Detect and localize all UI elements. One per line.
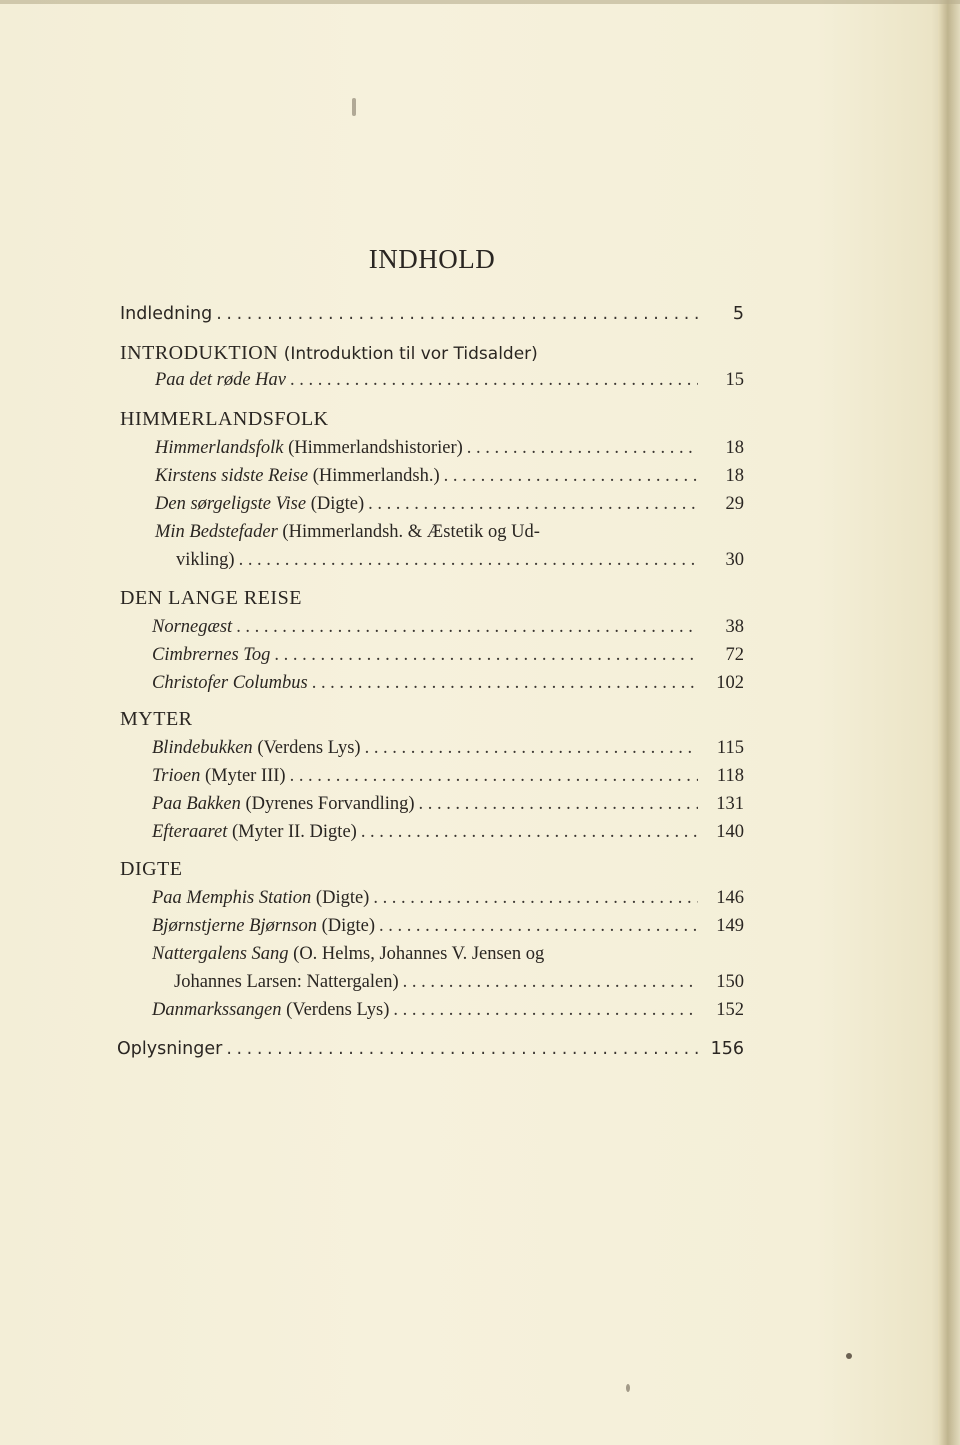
page-number: 30 xyxy=(725,550,744,570)
page-number: 38 xyxy=(725,617,744,637)
page-number: 18 xyxy=(725,438,744,458)
section-title: INTRODUKTION xyxy=(120,342,279,364)
page-number: 5 xyxy=(732,304,744,324)
leader-dots xyxy=(467,438,698,459)
entry-note: (Himmerlandsh.) xyxy=(312,466,440,486)
entry-note: (Myter III) xyxy=(204,766,286,786)
page-number: 150 xyxy=(716,972,744,992)
page-number: 15 xyxy=(725,370,744,390)
entry-title: Nattergalens Sang xyxy=(152,944,289,964)
entry-title: Christofer Columbus xyxy=(152,673,308,693)
page-number: 131 xyxy=(716,794,744,814)
toc-entry xyxy=(155,494,744,515)
section-title: DIGTE xyxy=(120,858,183,880)
page-number: 18 xyxy=(725,466,744,486)
entry-label xyxy=(152,645,270,666)
entry-note: (Himmerlandsh. & Æstetik og Ud- xyxy=(282,522,540,542)
toc-entry xyxy=(152,1000,744,1021)
toc-entry xyxy=(152,766,744,787)
page-number: 146 xyxy=(716,888,744,908)
entry-label xyxy=(152,888,369,909)
section-title: HIMMERLANDSFOLK xyxy=(120,408,329,430)
toc-entry xyxy=(176,550,744,571)
section-title: MYTER xyxy=(120,708,193,730)
paper-speck xyxy=(352,98,356,116)
entry-title: Bjørnstjerne Bjørnson xyxy=(152,916,317,936)
entry-note: (Digte) xyxy=(315,888,370,908)
leader-dots xyxy=(361,822,698,843)
toc-entry xyxy=(152,916,744,937)
paper-speck xyxy=(846,1353,852,1359)
paper-speck xyxy=(626,1384,630,1392)
entry-title: Nornegæst xyxy=(152,617,233,637)
leader-dots xyxy=(403,972,698,993)
entry-label xyxy=(152,916,375,937)
section-heading xyxy=(120,587,302,610)
leader-dots xyxy=(226,1039,698,1059)
toc-entry xyxy=(117,1039,744,1059)
leader-dots xyxy=(236,617,698,638)
entry-title: Blindebukken xyxy=(152,738,253,758)
page-number: 118 xyxy=(716,766,744,786)
page-number: 115 xyxy=(716,738,744,758)
toc-entry xyxy=(152,888,744,909)
entry-note: (Digte) xyxy=(310,494,365,514)
entry-title: Danmarkssangen xyxy=(152,1000,282,1020)
toc-entry xyxy=(155,438,744,459)
entry-note: (Verdens Lys) xyxy=(286,1000,390,1020)
toc-entry xyxy=(120,304,744,324)
entry-note: (Dyrenes Forvandling) xyxy=(245,794,415,814)
section-heading xyxy=(120,858,182,881)
leader-dots xyxy=(312,673,698,694)
entry-note: (Himmerlandshistorier) xyxy=(288,438,463,458)
leader-dots xyxy=(290,370,698,391)
leader-dots xyxy=(379,916,698,937)
entry-label xyxy=(152,617,232,638)
entry-label xyxy=(152,766,286,787)
entry-label xyxy=(152,1000,389,1021)
page-number: 29 xyxy=(725,494,744,514)
toc-entry-first-line xyxy=(152,944,544,965)
toc-entry xyxy=(152,645,744,666)
toc-entry xyxy=(152,794,744,815)
entry-note: (Verdens Lys) xyxy=(257,738,361,758)
entry-label xyxy=(152,738,361,759)
leader-dots xyxy=(393,1000,698,1021)
leader-dots xyxy=(368,494,698,515)
page-number: 156 xyxy=(710,1039,744,1059)
toc-entry xyxy=(155,466,744,487)
leader-dots xyxy=(444,466,698,487)
leader-dots xyxy=(365,738,698,759)
entry-title: Paa Memphis Station xyxy=(152,888,312,908)
entry-continuation: Johannes Larsen: Nattergalen) xyxy=(174,972,399,992)
entry-label xyxy=(155,438,463,459)
leader-dots xyxy=(290,766,698,787)
entry-title: Trioen xyxy=(152,766,201,786)
section-heading xyxy=(120,708,193,731)
leader-dots xyxy=(373,888,698,909)
toc-entry xyxy=(152,673,744,694)
section-heading xyxy=(120,342,538,365)
entry-label: Oplysninger xyxy=(117,1039,223,1059)
toc-entry xyxy=(152,738,744,759)
toc-entry xyxy=(155,370,744,391)
page-number: 72 xyxy=(725,645,744,665)
entry-title: Kirstens sidste Reise xyxy=(155,466,309,486)
section-subtitle: (Introduktion til vor Tidsalder) xyxy=(283,344,538,364)
toc-entry xyxy=(152,617,744,638)
page-number: 149 xyxy=(716,916,744,936)
entry-label: Indledning xyxy=(120,304,213,324)
toc-entry-first-line xyxy=(155,522,540,543)
entry-label xyxy=(155,494,364,515)
entry-label xyxy=(152,673,308,694)
section-title: DEN LANGE REISE xyxy=(120,587,302,609)
entry-title: Den sørgeligste Vise xyxy=(155,494,307,514)
entry-title: Paa det røde Hav xyxy=(155,370,287,390)
leader-dots xyxy=(239,550,698,571)
page-number: 152 xyxy=(716,1000,744,1020)
section-heading xyxy=(120,408,329,431)
entry-label xyxy=(155,466,440,487)
entry-title: Paa Bakken xyxy=(152,794,241,814)
entry-label xyxy=(152,822,357,843)
leader-dots xyxy=(274,645,698,666)
entry-note: (O. Helms, Johannes V. Jensen og xyxy=(293,944,545,964)
toc-entry xyxy=(174,972,744,993)
entry-title: Min Bedstefader xyxy=(155,522,278,542)
entry-label xyxy=(155,370,286,391)
entry-title: Himmerlandsfolk xyxy=(155,438,284,458)
entry-note: (Myter II. Digte) xyxy=(231,822,357,842)
page-title: INDHOLD xyxy=(368,244,496,274)
leader-dots xyxy=(419,794,698,815)
page-number: 140 xyxy=(716,822,744,842)
entry-continuation: vikling) xyxy=(176,550,235,570)
entry-title: Cimbrernes Tog xyxy=(152,645,271,665)
page-number: 102 xyxy=(716,673,744,693)
entry-title: Efteraaret xyxy=(152,822,228,842)
entry-note: (Digte) xyxy=(321,916,376,936)
toc-entry xyxy=(152,822,744,843)
entry-label xyxy=(152,794,415,815)
leader-dots xyxy=(216,304,698,324)
